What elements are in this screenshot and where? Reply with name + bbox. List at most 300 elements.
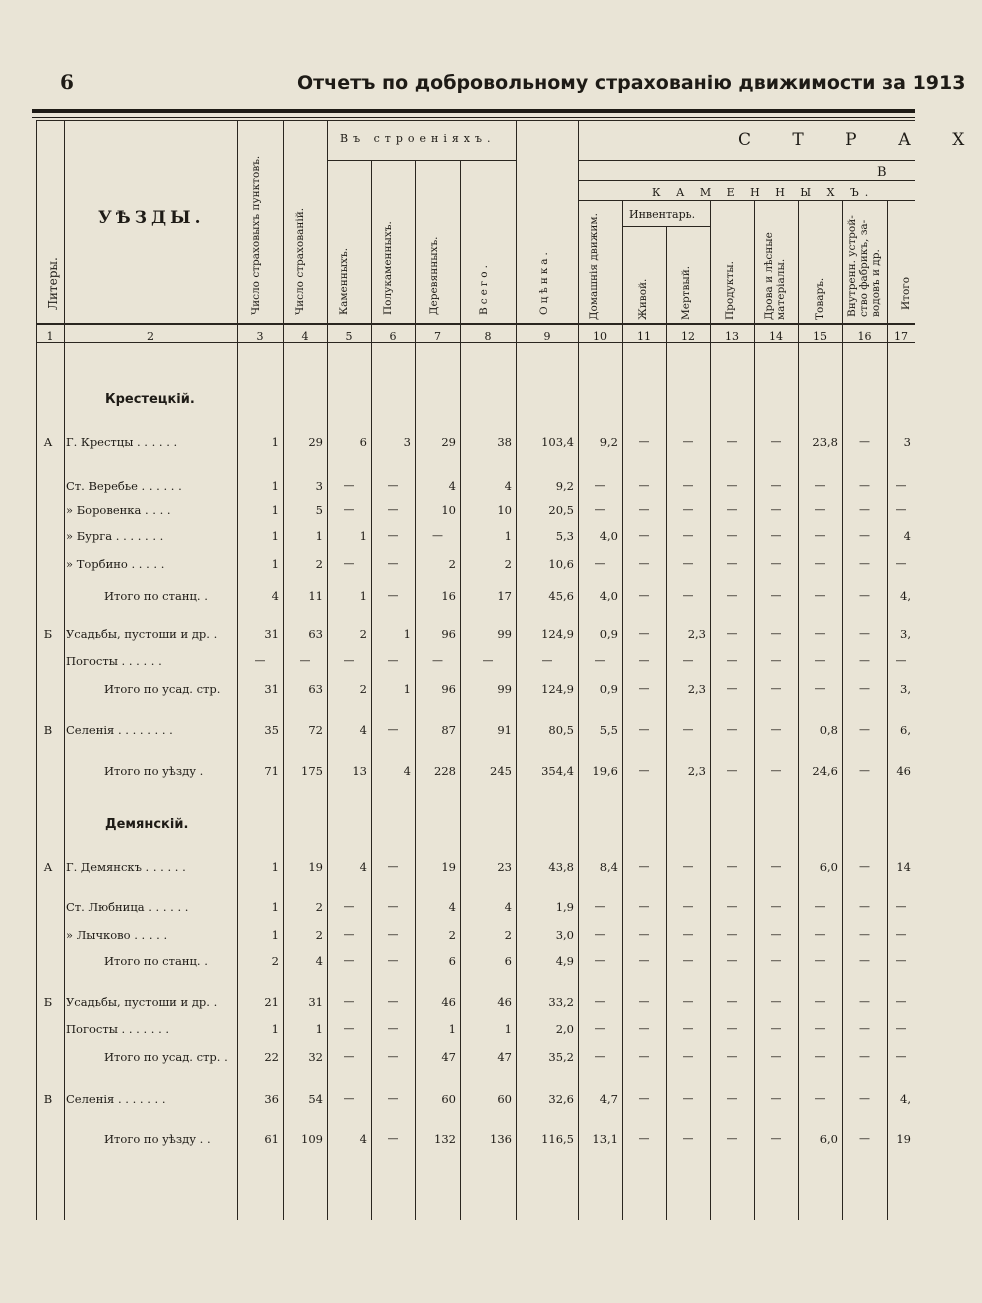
table-cell: 60 bbox=[441, 1092, 456, 1106]
table-cell: 2 bbox=[315, 557, 323, 571]
column-number: 10 bbox=[593, 330, 607, 343]
row-label: Г. Демянскъ . . . . . . bbox=[66, 860, 186, 874]
column-number: 6 bbox=[389, 330, 397, 343]
table-cell: 80,5 bbox=[548, 723, 574, 737]
table-cell: — bbox=[726, 503, 738, 516]
table-cell: 13 bbox=[352, 764, 367, 778]
table-cell: — bbox=[814, 503, 826, 516]
table-cell: 1,9 bbox=[555, 900, 574, 914]
table-cell: — bbox=[895, 928, 907, 941]
column-number: 9 bbox=[543, 330, 551, 343]
top-rule-thin bbox=[32, 117, 915, 118]
table-cell: — bbox=[859, 995, 870, 1008]
header-mertvyy: Мертвый. bbox=[680, 265, 692, 320]
table-cell: 103,4 bbox=[541, 435, 574, 449]
row-letter: В bbox=[43, 723, 53, 737]
table-cell: — bbox=[895, 1050, 907, 1063]
table-cell: — bbox=[770, 589, 782, 602]
table-cell: — bbox=[814, 529, 826, 542]
table-cell: 2,3 bbox=[687, 627, 706, 641]
table-cell: 4 bbox=[504, 900, 512, 914]
table-cell: 19 bbox=[896, 1132, 911, 1146]
table-cell: 1 bbox=[271, 503, 279, 517]
top-rule-thick bbox=[32, 109, 915, 113]
row-label: » Боровенка . . . . bbox=[66, 503, 171, 517]
table-cell: 24,6 bbox=[812, 764, 838, 778]
table-cell: — bbox=[814, 557, 826, 570]
table-cell: — bbox=[682, 1092, 694, 1105]
column-number: 4 bbox=[301, 330, 309, 343]
table-cell: 2 bbox=[359, 627, 367, 641]
column-number: 15 bbox=[813, 330, 827, 343]
table-cell: — bbox=[770, 503, 782, 516]
header-derevyannykh: Деревянныхъ. bbox=[428, 236, 440, 315]
table-cell: — bbox=[387, 995, 399, 1008]
row-label: Селенія . . . . . . . bbox=[66, 1092, 166, 1106]
table-cell: 33,2 bbox=[548, 995, 574, 1009]
table-cell: 17 bbox=[497, 589, 512, 603]
table-cell: — bbox=[432, 654, 443, 667]
table-cell: — bbox=[814, 928, 826, 941]
table-cell: — bbox=[343, 1022, 355, 1035]
table-cell: 4,9 bbox=[555, 954, 574, 968]
table-cell: 4 bbox=[448, 900, 456, 914]
table-cell: 43,8 bbox=[548, 860, 574, 874]
table-cell: — bbox=[387, 1050, 399, 1063]
table-cell: 4 bbox=[448, 479, 456, 493]
table-cell: — bbox=[895, 900, 907, 913]
table-cell: — bbox=[859, 1022, 870, 1035]
table-cell: 23,8 bbox=[812, 435, 838, 449]
table-cell: — bbox=[638, 860, 650, 873]
header-otsenka: Оцѣнка. bbox=[538, 249, 550, 315]
table-cell: — bbox=[387, 503, 399, 516]
table-cell: — bbox=[770, 627, 782, 640]
table-cell: 2 bbox=[504, 557, 512, 571]
table-cell: 4 bbox=[359, 860, 367, 874]
table-cell: 32 bbox=[308, 1050, 323, 1064]
table-cell: 60 bbox=[497, 1092, 512, 1106]
table-cell: 63 bbox=[308, 682, 323, 696]
row-letter: В bbox=[43, 1092, 53, 1106]
header-vnutrenn: Внутренн. устрой-ство фабрикъ, за-водовъ и др. bbox=[846, 215, 882, 317]
table-cell: — bbox=[387, 589, 399, 602]
table-cell: 6 bbox=[448, 954, 456, 968]
table-cell: 9,2 bbox=[555, 479, 574, 493]
table-cell: — bbox=[770, 1022, 782, 1035]
table-cell: — bbox=[859, 479, 870, 492]
table-cell: 35,2 bbox=[548, 1050, 574, 1064]
table-cell: 4 bbox=[315, 954, 323, 968]
table-cell: 35 bbox=[264, 723, 279, 737]
table-cell: — bbox=[770, 682, 782, 695]
table-cell: 45,6 bbox=[548, 589, 574, 603]
table-cell: — bbox=[682, 928, 694, 941]
table-cell: — bbox=[594, 1022, 606, 1035]
table-cell: 1 bbox=[271, 479, 279, 493]
table-cell: — bbox=[387, 1132, 399, 1145]
row-label: Итого по усад. стр. bbox=[104, 682, 221, 696]
table-cell: — bbox=[726, 928, 738, 941]
table-cell: — bbox=[387, 860, 399, 873]
table-cell: — bbox=[859, 503, 870, 516]
table-cell: — bbox=[859, 928, 870, 941]
row-letter: Б bbox=[43, 627, 53, 641]
table-cell: — bbox=[682, 1050, 694, 1063]
table-cell: 4 bbox=[403, 764, 411, 778]
table-cell: 14 bbox=[896, 860, 911, 874]
table-cell: — bbox=[432, 529, 443, 542]
table-cell: 3,0 bbox=[555, 928, 574, 942]
table-cell: — bbox=[594, 954, 606, 967]
table-cell: 2 bbox=[315, 900, 323, 914]
table-cell: — bbox=[726, 764, 738, 777]
header-chislo-punktov: Число страховыхъ пунктовъ. bbox=[250, 155, 262, 315]
table-cell: 22 bbox=[264, 1050, 279, 1064]
table-cell: — bbox=[770, 723, 782, 736]
table-cell: 228 bbox=[434, 764, 456, 778]
header-v: В bbox=[877, 165, 887, 180]
table-cell: — bbox=[638, 557, 650, 570]
table-cell: — bbox=[387, 529, 399, 542]
table-cell: 1 bbox=[448, 1022, 456, 1036]
grid-hline-header-bottom bbox=[36, 323, 915, 325]
section-title: Демянскій. bbox=[105, 817, 189, 832]
grid-vline bbox=[754, 200, 755, 1220]
table-cell: — bbox=[770, 928, 782, 941]
table-cell: — bbox=[387, 900, 399, 913]
table-cell: — bbox=[343, 995, 355, 1008]
header-inventar: Инвентарь. bbox=[629, 208, 696, 221]
table-cell: 99 bbox=[497, 682, 512, 696]
table-cell: — bbox=[682, 860, 694, 873]
table-cell: — bbox=[895, 479, 907, 492]
table-cell: 23 bbox=[497, 860, 512, 874]
table-cell: — bbox=[682, 654, 694, 667]
table-cell: — bbox=[682, 435, 694, 448]
table-cell: — bbox=[726, 1132, 738, 1145]
table-cell: — bbox=[770, 557, 782, 570]
table-cell: 16 bbox=[441, 589, 456, 603]
table-cell: 4,7 bbox=[599, 1092, 618, 1106]
table-cell: 5,5 bbox=[599, 723, 618, 737]
table-cell: 5,3 bbox=[555, 529, 574, 543]
table-cell: — bbox=[594, 654, 606, 667]
table-cell: 1 bbox=[271, 1022, 279, 1036]
grid-hline-kamennykh bbox=[578, 200, 915, 201]
table-cell: 1 bbox=[403, 682, 411, 696]
column-number: 8 bbox=[484, 330, 492, 343]
table-cell: — bbox=[726, 1022, 738, 1035]
table-cell: — bbox=[638, 928, 650, 941]
table-cell: 1 bbox=[359, 589, 367, 603]
table-cell: — bbox=[638, 1022, 650, 1035]
table-cell: 2 bbox=[448, 928, 456, 942]
table-cell: 99 bbox=[497, 627, 512, 641]
table-cell: — bbox=[859, 529, 870, 542]
header-kamennykh-group: К А М Е Н Н Ы Х Ъ. bbox=[652, 186, 875, 199]
table-cell: 29 bbox=[308, 435, 323, 449]
table-cell: — bbox=[343, 1092, 355, 1105]
column-number: 11 bbox=[637, 330, 651, 343]
table-cell: — bbox=[638, 479, 650, 492]
table-cell: 13,1 bbox=[592, 1132, 618, 1146]
table-cell: — bbox=[387, 1022, 399, 1035]
table-cell: 4 bbox=[903, 529, 911, 543]
table-cell: 4 bbox=[359, 1132, 367, 1146]
table-cell: — bbox=[638, 723, 650, 736]
table-cell: — bbox=[859, 1092, 870, 1105]
table-cell: — bbox=[859, 654, 870, 667]
table-cell: — bbox=[682, 723, 694, 736]
table-cell: 63 bbox=[308, 627, 323, 641]
table-cell: — bbox=[859, 682, 870, 695]
table-cell: — bbox=[682, 529, 694, 542]
grid-vline bbox=[710, 200, 711, 1220]
table-cell: 47 bbox=[441, 1050, 456, 1064]
table-cell: — bbox=[770, 764, 782, 777]
table-cell: 96 bbox=[441, 682, 456, 696]
table-cell: 136 bbox=[490, 1132, 512, 1146]
table-cell: 0,9 bbox=[599, 627, 618, 641]
grid-vline bbox=[887, 200, 888, 1220]
table-cell: 2 bbox=[315, 928, 323, 942]
header-zhivoy: Живой. bbox=[637, 278, 649, 320]
table-cell: 4, bbox=[900, 589, 911, 603]
table-cell: 10 bbox=[497, 503, 512, 517]
table-cell: — bbox=[594, 900, 606, 913]
table-cell: — bbox=[814, 682, 826, 695]
table-cell: 61 bbox=[264, 1132, 279, 1146]
table-cell: — bbox=[859, 900, 870, 913]
table-cell: 6,0 bbox=[819, 1132, 838, 1146]
grid-vline bbox=[622, 200, 623, 1220]
table-cell: — bbox=[638, 954, 650, 967]
table-cell: — bbox=[638, 503, 650, 516]
table-cell: — bbox=[343, 954, 355, 967]
table-cell: — bbox=[682, 954, 694, 967]
table-cell: — bbox=[895, 654, 907, 667]
table-cell: — bbox=[387, 954, 399, 967]
table-cell: — bbox=[770, 479, 782, 492]
table-cell: — bbox=[594, 479, 606, 492]
table-cell: — bbox=[343, 1050, 355, 1063]
row-label: » Лычково . . . . . bbox=[66, 928, 168, 942]
table-cell: 36 bbox=[264, 1092, 279, 1106]
table-cell: — bbox=[726, 723, 738, 736]
table-cell: — bbox=[594, 503, 606, 516]
table-cell: — bbox=[814, 654, 826, 667]
table-cell: — bbox=[814, 1092, 826, 1105]
table-cell: 124,9 bbox=[541, 627, 574, 641]
grid-vline bbox=[798, 200, 799, 1220]
table-cell: — bbox=[770, 860, 782, 873]
column-number: 17 bbox=[894, 330, 908, 343]
table-cell: 6,0 bbox=[819, 860, 838, 874]
table-cell: — bbox=[387, 723, 399, 736]
table-cell: 72 bbox=[308, 723, 323, 737]
table-cell: 32,6 bbox=[548, 1092, 574, 1106]
table-cell: — bbox=[387, 1092, 399, 1105]
grid-hline-v bbox=[578, 180, 915, 181]
row-label: Погосты . . . . . . bbox=[66, 654, 162, 668]
table-cell: 21 bbox=[264, 995, 279, 1009]
column-number: 14 bbox=[769, 330, 783, 343]
table-cell: 0,8 bbox=[819, 723, 838, 737]
table-cell: — bbox=[859, 627, 870, 640]
table-cell: — bbox=[770, 995, 782, 1008]
table-cell: — bbox=[859, 1132, 870, 1145]
table-cell: 6 bbox=[504, 954, 512, 968]
column-number: 13 bbox=[725, 330, 739, 343]
row-letter: Б bbox=[43, 995, 53, 1009]
table-cell: 1 bbox=[403, 627, 411, 641]
table-cell: — bbox=[594, 1050, 606, 1063]
table-cell: — bbox=[682, 557, 694, 570]
row-label: » Торбино . . . . . bbox=[66, 557, 165, 571]
grid-hline-stroeniya bbox=[327, 160, 516, 161]
table-cell: 2,3 bbox=[687, 764, 706, 778]
table-cell: 6 bbox=[359, 435, 367, 449]
table-cell: 96 bbox=[441, 627, 456, 641]
table-cell: 91 bbox=[497, 723, 512, 737]
table-cell: — bbox=[895, 503, 907, 516]
table-cell: 10 bbox=[441, 503, 456, 517]
table-cell: — bbox=[814, 479, 826, 492]
column-number: 3 bbox=[256, 330, 264, 343]
table-cell: 2,0 bbox=[555, 1022, 574, 1036]
grid-vline bbox=[842, 200, 843, 1220]
table-cell: — bbox=[343, 479, 355, 492]
table-cell: — bbox=[299, 654, 311, 667]
column-number: 5 bbox=[345, 330, 353, 343]
table-cell: — bbox=[387, 654, 399, 667]
table-cell: — bbox=[895, 995, 907, 1008]
table-cell: — bbox=[770, 654, 782, 667]
table-cell: — bbox=[682, 503, 694, 516]
table-cell: — bbox=[638, 589, 650, 602]
table-cell: 19 bbox=[308, 860, 323, 874]
row-label: Селенія . . . . . . . . bbox=[66, 723, 173, 737]
header-chislo-strakhovaniy: Число страхованій. bbox=[294, 207, 306, 315]
table-cell: — bbox=[859, 954, 870, 967]
table-cell: 11 bbox=[308, 589, 323, 603]
table-cell: 20,5 bbox=[548, 503, 574, 517]
table-cell: — bbox=[638, 900, 650, 913]
table-cell: — bbox=[726, 995, 738, 1008]
table-cell: — bbox=[638, 435, 650, 448]
table-cell: — bbox=[770, 1092, 782, 1105]
table-cell: — bbox=[859, 557, 870, 570]
table-cell: 2 bbox=[271, 954, 279, 968]
column-number: 12 bbox=[681, 330, 695, 343]
table-cell: — bbox=[343, 928, 355, 941]
table-cell: 54 bbox=[308, 1092, 323, 1106]
grid-hline-top bbox=[36, 120, 915, 121]
table-cell: — bbox=[726, 435, 738, 448]
table-cell: — bbox=[895, 557, 907, 570]
table-cell: — bbox=[770, 954, 782, 967]
table-cell: 87 bbox=[441, 723, 456, 737]
table-cell: 3, bbox=[900, 627, 911, 641]
table-cell: 1 bbox=[271, 860, 279, 874]
table-cell: 1 bbox=[315, 1022, 323, 1036]
table-cell: — bbox=[682, 589, 694, 602]
table-cell: — bbox=[726, 589, 738, 602]
table-cell: 2 bbox=[359, 682, 367, 696]
table-cell: — bbox=[859, 860, 870, 873]
table-cell: 1 bbox=[271, 529, 279, 543]
table-cell: 2 bbox=[448, 557, 456, 571]
table-cell: — bbox=[814, 627, 826, 640]
page-title: Отчетъ по добровольному страхованію движимости за 1913 bbox=[297, 72, 966, 94]
table-cell: 2 bbox=[504, 928, 512, 942]
column-number: 16 bbox=[857, 330, 872, 343]
table-cell: — bbox=[814, 589, 826, 602]
table-cell: 4 bbox=[271, 589, 279, 603]
table-cell: — bbox=[254, 654, 266, 667]
table-cell: — bbox=[387, 557, 399, 570]
row-label: Погосты . . . . . . . bbox=[66, 1022, 170, 1036]
row-letter: А bbox=[43, 435, 53, 449]
table-cell: — bbox=[594, 995, 606, 1008]
header-v-stroeniyakh: Въ строеніяхъ. bbox=[340, 132, 496, 145]
row-label: Итого по уѣзду . bbox=[104, 764, 204, 778]
table-cell: 5 bbox=[315, 503, 323, 517]
table-cell: 47 bbox=[497, 1050, 512, 1064]
table-cell: — bbox=[726, 529, 738, 542]
table-cell: 354,4 bbox=[541, 764, 574, 778]
table-cell: — bbox=[726, 860, 738, 873]
table-cell: 175 bbox=[301, 764, 323, 778]
table-cell: 1 bbox=[271, 557, 279, 571]
table-cell: 124,9 bbox=[541, 682, 574, 696]
table-cell: — bbox=[726, 1092, 738, 1105]
table-cell: 9,2 bbox=[599, 435, 618, 449]
table-cell: 0,9 bbox=[599, 682, 618, 696]
header-itogo: Итого bbox=[900, 276, 912, 310]
table-cell: 38 bbox=[497, 435, 512, 449]
table-cell: 3 bbox=[903, 435, 911, 449]
header-uezdy: УѢЗДЫ. bbox=[98, 208, 205, 228]
table-cell: — bbox=[387, 928, 399, 941]
header-tovar: Товаръ. bbox=[814, 277, 826, 320]
table-cell: 6, bbox=[900, 723, 911, 737]
table-cell: 4 bbox=[359, 723, 367, 737]
table-cell: — bbox=[859, 435, 870, 448]
table-cell: 1 bbox=[271, 928, 279, 942]
table-cell: 71 bbox=[264, 764, 279, 778]
table-cell: — bbox=[343, 654, 355, 667]
table-cell: — bbox=[770, 529, 782, 542]
row-letter: А bbox=[43, 860, 53, 874]
table-cell: — bbox=[770, 1132, 782, 1145]
header-strakh: С Т Р А Х bbox=[738, 130, 982, 150]
header-kamennykh: Каменныхъ. bbox=[338, 247, 350, 315]
table-cell: 1 bbox=[504, 1022, 512, 1036]
table-cell: — bbox=[770, 435, 782, 448]
row-label: Итого по усад. стр. . bbox=[104, 1050, 228, 1064]
table-cell: 4,0 bbox=[599, 589, 618, 603]
table-cell: — bbox=[638, 1050, 650, 1063]
table-cell: 109 bbox=[301, 1132, 323, 1146]
table-cell: — bbox=[895, 1022, 907, 1035]
table-cell: 4,0 bbox=[599, 529, 618, 543]
table-cell: — bbox=[859, 589, 870, 602]
table-cell: — bbox=[726, 682, 738, 695]
table-cell: — bbox=[594, 928, 606, 941]
table-cell: — bbox=[726, 627, 738, 640]
